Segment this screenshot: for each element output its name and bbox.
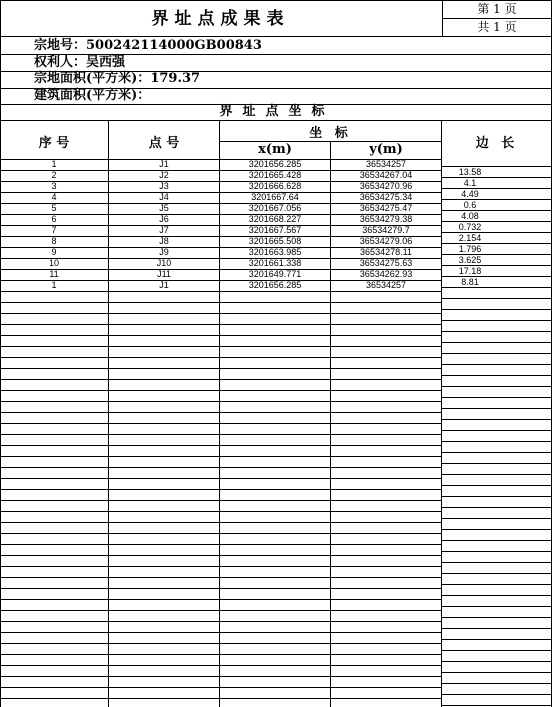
table-cell-y: 36534262.93 (359, 269, 413, 279)
side-row-line (442, 342, 552, 343)
table-cell-x: 3201668.227 (248, 214, 302, 224)
table-row-line (0, 478, 442, 479)
table-cell-y: 36534279.7 (362, 225, 410, 235)
owner: 权利人：吴西强 (34, 55, 126, 70)
side-row-line (442, 397, 552, 398)
table-cell-x: 3201667.056 (248, 203, 302, 213)
side-length-value: 13.58 (458, 167, 482, 177)
table-row-line (0, 621, 442, 622)
side-length-value: 1.796 (458, 244, 482, 254)
header-seq: 序 号 (38, 136, 70, 151)
side-row-line (442, 617, 552, 618)
side-row-line (442, 595, 552, 596)
table-cell-point: J6 (159, 214, 169, 224)
side-row-line (442, 496, 552, 497)
table-row-line (0, 676, 442, 677)
side-row-line (442, 441, 552, 442)
table-row-line (0, 313, 442, 314)
side-row-line (442, 474, 552, 475)
table-row-line (0, 346, 442, 347)
side-row-line (442, 705, 552, 706)
side-row-line (442, 672, 552, 673)
table-cell-y: 36534275.34 (359, 192, 413, 202)
table-cell-seq: 1 (51, 159, 57, 169)
side-row-line (442, 551, 552, 552)
header-x: x(m) (258, 142, 292, 157)
table-row-line (0, 577, 442, 578)
table-cell-x: 3201656.285 (248, 280, 302, 290)
table-cell-seq: 5 (51, 203, 57, 213)
header-y: y(m) (369, 142, 403, 157)
section-title: 界址点坐标 (219, 104, 335, 119)
table-row-line (0, 324, 442, 325)
table-row-line (0, 566, 442, 567)
side-row-line (442, 430, 552, 431)
side-row-line (442, 309, 552, 310)
table-cell-y: 36534279.06 (359, 236, 413, 246)
table-row-line (0, 555, 442, 556)
side-row-line (442, 683, 552, 684)
table-row-line (0, 489, 442, 490)
side-row-line (442, 584, 552, 585)
table-cell-seq: 7 (51, 225, 57, 235)
side-length-value: 17.18 (458, 266, 482, 276)
table-row-line (0, 588, 442, 589)
side-row-line (442, 529, 552, 530)
table-cell-seq: 2 (51, 170, 57, 180)
side-length-value: 2.154 (458, 233, 482, 243)
side-row-line (442, 364, 552, 365)
page-title: 界址点成果表 (151, 9, 290, 29)
table-cell-y: 36534278.11 (360, 247, 412, 257)
table-cell-seq: 1 (51, 280, 57, 290)
table-cell-x: 3201661.338 (248, 258, 302, 268)
table-row-line (0, 533, 442, 534)
side-row-line (442, 639, 552, 640)
side-row-line (442, 573, 552, 574)
col-line (441, 120, 442, 707)
side-length-value: 0.732 (458, 222, 482, 232)
table-cell-seq: 6 (51, 214, 57, 224)
table-row-line (0, 456, 442, 457)
table-row-line (0, 522, 442, 523)
header-bottom-line (0, 36, 552, 37)
table-cell-x: 3201667.64 (251, 192, 299, 202)
page-total: 共 1 页 (477, 20, 517, 34)
table-row-line (0, 390, 442, 391)
table-row-line (0, 643, 442, 644)
table-row-line (0, 423, 442, 424)
side-row-line (442, 485, 552, 486)
side-row-line (442, 540, 552, 541)
table-cell-point: J4 (159, 192, 169, 202)
table-cell-point: J9 (159, 247, 169, 257)
side-length-value: 4.49 (461, 189, 479, 199)
side-row-line (442, 694, 552, 695)
side-row-line (442, 408, 552, 409)
side-row-line (442, 320, 552, 321)
parcel-number: 宗地号：500242114000GB00843 (34, 38, 262, 53)
page-number: 第 1 页 (477, 2, 517, 16)
table-row-line (0, 500, 442, 501)
header-side-length: 边 长 (475, 136, 519, 151)
table-cell-y: 36534257 (365, 280, 407, 290)
side-row-line (442, 463, 552, 464)
table-row-line (0, 654, 442, 655)
side-row-line (442, 518, 552, 519)
table-cell-seq: 11 (49, 269, 59, 279)
side-length-value: 8.81 (461, 277, 479, 287)
table-row-line (0, 357, 442, 358)
table-row-line (0, 610, 442, 611)
side-row-line (442, 386, 552, 387)
table-row-line (0, 632, 442, 633)
table-cell-point: J5 (159, 203, 169, 213)
table-row-line (0, 445, 442, 446)
table-cell-point: J11 (157, 269, 171, 279)
table-cell-point: J2 (159, 170, 169, 180)
table-cell-point: J7 (159, 225, 169, 235)
table-cell-y: 36534275.63 (359, 258, 413, 268)
table-row-line (0, 434, 442, 435)
table-cell-y: 36534267.04 (359, 170, 413, 180)
table-cell-y: 36534279.38 (359, 214, 413, 224)
table-row-line (0, 335, 442, 336)
table-cell-x: 3201649.771 (248, 269, 302, 279)
table-cell-y: 36534257 (365, 159, 407, 169)
building-area: 建筑面积(平方米)： (34, 88, 151, 103)
table-cell-point: J10 (156, 258, 172, 268)
table-row-line (0, 544, 442, 545)
table-row-line (0, 511, 442, 512)
side-row-line (442, 419, 552, 420)
table-cell-x: 3201665.428 (248, 170, 302, 180)
table-cell-seq: 9 (51, 247, 57, 257)
table-cell-point: J3 (159, 181, 169, 191)
header-coord: 坐 标 (309, 126, 352, 141)
table-row-line (0, 368, 442, 369)
table-row-line (0, 401, 442, 402)
table-row-line (0, 291, 442, 292)
table-cell-y: 36534275.47 (359, 203, 413, 213)
parcel-area: 宗地面积(平方米)：179.37 (34, 71, 201, 86)
side-row-line (442, 331, 552, 332)
table-cell-seq: 8 (51, 236, 57, 246)
section-line (0, 120, 552, 121)
table-row-line (0, 687, 442, 688)
table-row-line (0, 412, 442, 413)
table-cell-x: 3201665.508 (248, 236, 302, 246)
table-cell-point: J8 (159, 236, 169, 246)
side-row-line (442, 353, 552, 354)
side-row-line (442, 507, 552, 508)
table-cell-point: J1 (159, 159, 169, 169)
table-cell-y: 36534270.96 (359, 181, 413, 191)
side-length-value: 4.08 (461, 211, 479, 221)
side-length-value: 0.6 (463, 200, 477, 210)
table-cell-seq: 4 (51, 192, 57, 202)
side-row-line (442, 452, 552, 453)
side-row-line (442, 650, 552, 651)
side-length-value: 4.1 (463, 178, 477, 188)
table-row-line (0, 599, 442, 600)
table-cell-seq: 3 (51, 181, 57, 191)
table-row-line (0, 698, 442, 699)
side-row-line (442, 562, 552, 563)
table-cell-x: 3201667.567 (248, 225, 302, 235)
table-row-line (0, 302, 442, 303)
header-point: 点 号 (148, 136, 180, 151)
side-row-line (442, 661, 552, 662)
table-cell-x: 3201666.628 (248, 181, 302, 191)
side-length-value: 3.625 (458, 255, 482, 265)
table-cell-seq: 10 (48, 258, 59, 268)
side-row-line (442, 298, 552, 299)
side-row-line (442, 606, 552, 607)
table-row-line (0, 379, 442, 380)
table-row-line (0, 467, 442, 468)
table-cell-x: 3201656.285 (248, 159, 302, 169)
table-cell-x: 3201663.985 (248, 247, 302, 257)
table-cell-point: J1 (159, 280, 169, 290)
table-row-line (0, 665, 442, 666)
side-row-line (442, 628, 552, 629)
side-row-line (442, 375, 552, 376)
